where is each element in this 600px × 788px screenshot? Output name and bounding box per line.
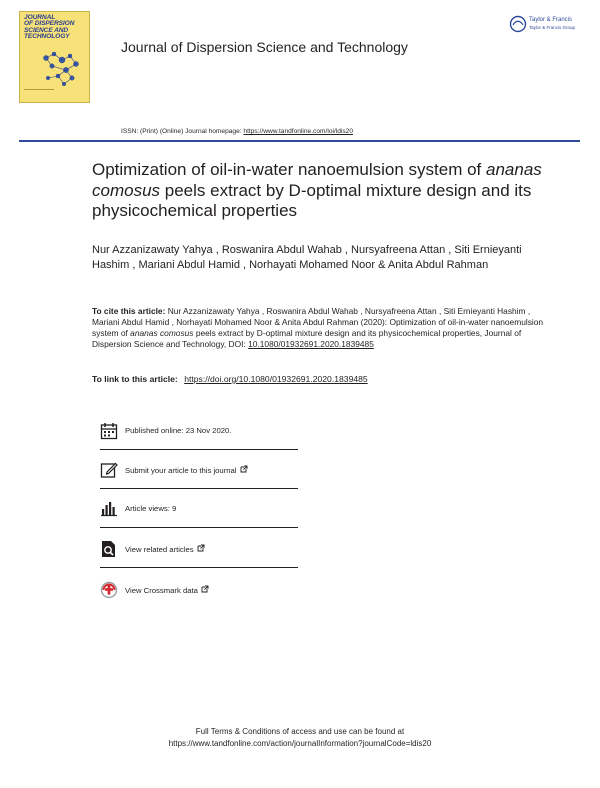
row-divider xyxy=(100,449,298,450)
related-articles-row[interactable] xyxy=(100,540,300,566)
cover-title-line: SCIENCE AND xyxy=(24,26,69,34)
header-divider xyxy=(19,140,580,142)
external-link-icon xyxy=(201,585,209,593)
calendar-icon xyxy=(100,422,118,440)
article-doi-url[interactable]: https://doi.org/10.1080/01932691.2020.1839485 xyxy=(184,374,368,384)
related-articles-text: View related articles xyxy=(125,545,194,554)
article-authors: Nur Azzanizawaty Yahya , Roswanira Abdul Wahab , Nursyafreena Attan , Siti Ernieyanti Hashim , Mariani Abdul Hamid , Norhayati Mohamed Noor & Anita Abdul Rahman xyxy=(92,244,522,271)
publisher-name: Taylor & Francis xyxy=(529,17,573,23)
article-title[interactable] xyxy=(92,160,552,222)
cover-molecule-art xyxy=(40,50,84,90)
row-divider xyxy=(100,567,298,568)
publisher-group: Taylor & Francis Group xyxy=(529,25,576,30)
row-divider xyxy=(100,488,298,489)
article-views-row xyxy=(100,500,300,526)
journal-title[interactable]: Journal of Dispersion Science and Technology xyxy=(121,39,408,55)
citation-label: To cite this article: xyxy=(92,306,166,316)
submit-article-text: Submit your article to this journal xyxy=(125,466,237,475)
publisher-logo-text xyxy=(529,17,575,31)
publisher-logo[interactable] xyxy=(509,15,585,37)
terms-footer-text: Full Terms & Conditions of access and use can be found at xyxy=(195,727,405,736)
row-divider xyxy=(100,527,298,528)
citation-species: ananas comosus xyxy=(130,327,194,338)
submit-article-row[interactable] xyxy=(100,461,300,487)
edit-icon xyxy=(100,461,118,479)
link-label: To link to this article: xyxy=(92,374,178,384)
crossmark-icon xyxy=(100,581,118,599)
external-link-icon xyxy=(197,544,205,552)
cover-title-line: JOURNAL xyxy=(24,14,56,21)
related-articles-icon xyxy=(100,540,118,558)
publisher-logo-icon xyxy=(509,15,527,33)
cover-title xyxy=(24,15,88,41)
doi-link[interactable]: 10.1080/01932691.2020.1839485 xyxy=(248,338,374,349)
submit-article-label[interactable] xyxy=(125,465,248,475)
crossmark-text: View Crossmark data xyxy=(125,586,198,595)
issn-label: ISSN: (Print) (Online) Journal homepage: xyxy=(121,128,242,135)
published-online-row xyxy=(100,422,300,448)
cover-title-line: OF DISPERSION xyxy=(24,20,75,28)
external-link-icon xyxy=(240,465,248,473)
cover-footer-rule xyxy=(24,89,54,98)
bar-chart-icon xyxy=(100,500,118,518)
terms-footer-link[interactable]: https://www.tandfonline.com/action/journalInformation?journalCode=ldis20 xyxy=(168,739,432,748)
issn-line xyxy=(121,128,353,135)
article-title-species: ananas comosus xyxy=(92,160,542,200)
journal-homepage-link[interactable]: https://www.tandfonline.com/loi/ldis20 xyxy=(243,128,354,135)
article-views-label: Article views: 9 xyxy=(125,504,177,513)
published-online-label: Published online: 23 Nov 2020. xyxy=(125,426,232,435)
citation-block xyxy=(92,306,552,350)
citation-text: peels extract by D-optimal mixture design and its physicochemical properties, Journal of Dispersion Science and Technology, DOI: xyxy=(92,327,522,349)
journal-cover-image xyxy=(19,11,90,103)
article-title-part: Optimization of oil-in-water nanoemulsion system of xyxy=(92,160,482,179)
citation-text: Nur Azzanizawaty Yahya , Roswanira Abdul Wahab , Nursyafreena Attan , Siti Ernieyanti Hashim , Mariani Abdul Hamid , Norhayati Mohamed Noor & Anita Abdul Rahman (2020): Optimization of oil-in-water nanoemulsion system of xyxy=(92,306,544,338)
terms-footer xyxy=(0,726,600,750)
related-articles-label[interactable] xyxy=(125,544,205,554)
cover-title-line: TECHNOLOGY xyxy=(24,33,70,41)
article-link-line xyxy=(92,374,552,384)
crossmark-row[interactable] xyxy=(100,581,300,607)
crossmark-label[interactable] xyxy=(125,585,209,595)
article-title-part: peels extract by D-optimal mixture design and its physicochemical properties xyxy=(92,180,532,220)
